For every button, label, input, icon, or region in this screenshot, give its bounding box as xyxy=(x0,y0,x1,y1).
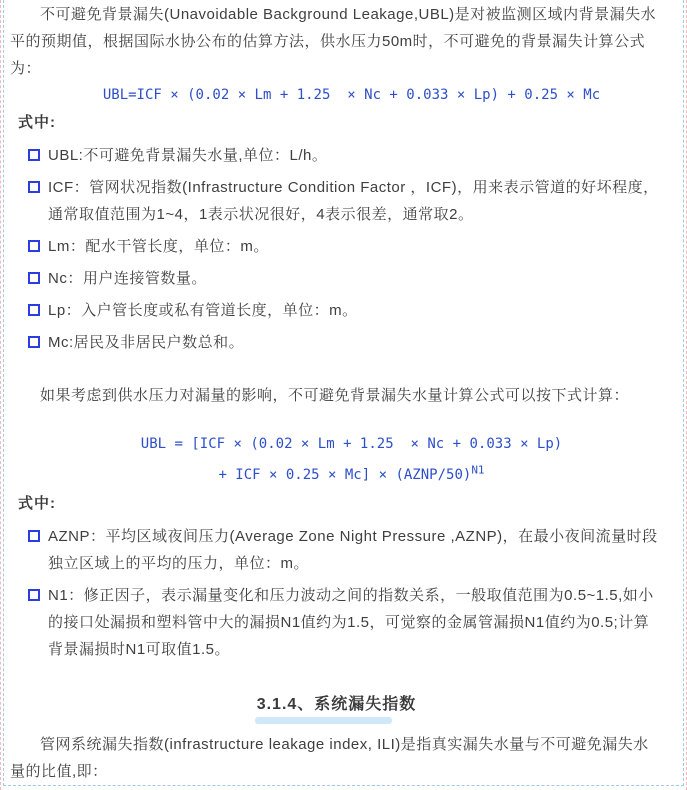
list-item-text: Lm：配水干管长度，单位：m。 xyxy=(48,238,269,255)
content-area xyxy=(3,0,684,786)
list-item-n1 xyxy=(10,582,663,663)
section-heading-text xyxy=(257,693,417,717)
list-item-text: UBL:不可避免背景漏失水量,单位：L/h。 xyxy=(48,147,328,164)
paragraph-pressure-intro: 如果考虑到供水压力对漏量的影响，不可避免背景漏失水量计算公式可以按下式计算： xyxy=(40,387,630,404)
formula-legend-label-1: 式中: xyxy=(18,114,56,131)
list-item-text: AZNP：平均区域夜间压力(Average Zone Night Pressure ,AZNP)，在最小夜间流量时段独立区域上的平均的压力，单位：m。 xyxy=(48,528,658,572)
legend-list-1 xyxy=(10,142,663,356)
formula-legend-label-2: 式中: xyxy=(18,495,56,512)
list-item-text: Nc：用户连接管数量。 xyxy=(48,270,207,287)
square-bullet-icon xyxy=(28,272,40,284)
list-item-text: Lp：入户管长度或私有管道长度，单位：m。 xyxy=(48,302,358,319)
square-bullet-icon xyxy=(28,149,40,161)
formula-ubl-pressure-line1: UBL = [ICF × (0.02 × Lm + 1.25 × Nc + 0.033 × Lp) xyxy=(140,436,563,452)
list-item-nc xyxy=(10,265,663,292)
square-bullet-icon xyxy=(28,240,40,252)
legend-list-2 xyxy=(10,523,663,663)
square-bullet-icon xyxy=(28,181,40,193)
paragraph-ili-intro: 管网系统漏失指数(infrastructure leakage index, ILI)是指真实漏失水量与不可避免漏失水量的比值,即： xyxy=(10,736,649,780)
list-item-lp xyxy=(10,297,663,324)
square-bullet-icon xyxy=(28,530,40,542)
list-item-aznp xyxy=(10,523,663,577)
list-item-mc xyxy=(10,329,663,356)
list-item-text: ICF：管网状况指数(Infrastructure Condition Factor ，ICF)，用来表示管道的好坏程度，通常取值范围为1~4，1表示状况很好，4表示很差，通常取2。 xyxy=(48,179,659,223)
list-item-text: Mc:居民及非居民户数总和。 xyxy=(48,334,245,351)
paragraph-ubl-intro: 不可避免背景漏失(Unavoidable Background Leakage,UBL)是对被监测区域内背景漏失水平的预期值，根据国际水协公布的估算方法，供水压力50m时，不可避免的背景漏失计算公式为： xyxy=(10,6,657,77)
formula-exponent: N1 xyxy=(471,463,485,477)
heading-highlight-bar xyxy=(255,717,393,724)
formula-ubl-pressure-line2-main: + ICF × 0.25 × Mc] × (AZNP/50) xyxy=(218,467,472,483)
list-item-text: N1：修正因子，表示漏量变化和压力波动之间的指数关系，一般取值范围为0.5~1.5,如小的接口处漏损和塑料管中大的漏损N1值约为1.5，可觉察的金属管漏损N1值约为0.5;计算背景漏损时N1可取值1.5。 xyxy=(48,587,654,658)
section-heading-label: 3.1.4、系统漏失指数 xyxy=(256,696,417,713)
formula-ubl-pressure-line2 xyxy=(10,463,663,487)
square-bullet-icon xyxy=(28,336,40,348)
square-bullet-icon xyxy=(28,304,40,316)
section-heading xyxy=(10,693,663,717)
list-item-icf xyxy=(10,174,663,228)
list-item-lm xyxy=(10,233,663,260)
list-item-ubl xyxy=(10,142,663,169)
square-bullet-icon xyxy=(28,589,40,601)
formula-ubl-basic: UBL=ICF × (0.02 × Lm + 1.25 × Nc + 0.033 × Lp) + 0.25 × Mc xyxy=(102,87,601,103)
